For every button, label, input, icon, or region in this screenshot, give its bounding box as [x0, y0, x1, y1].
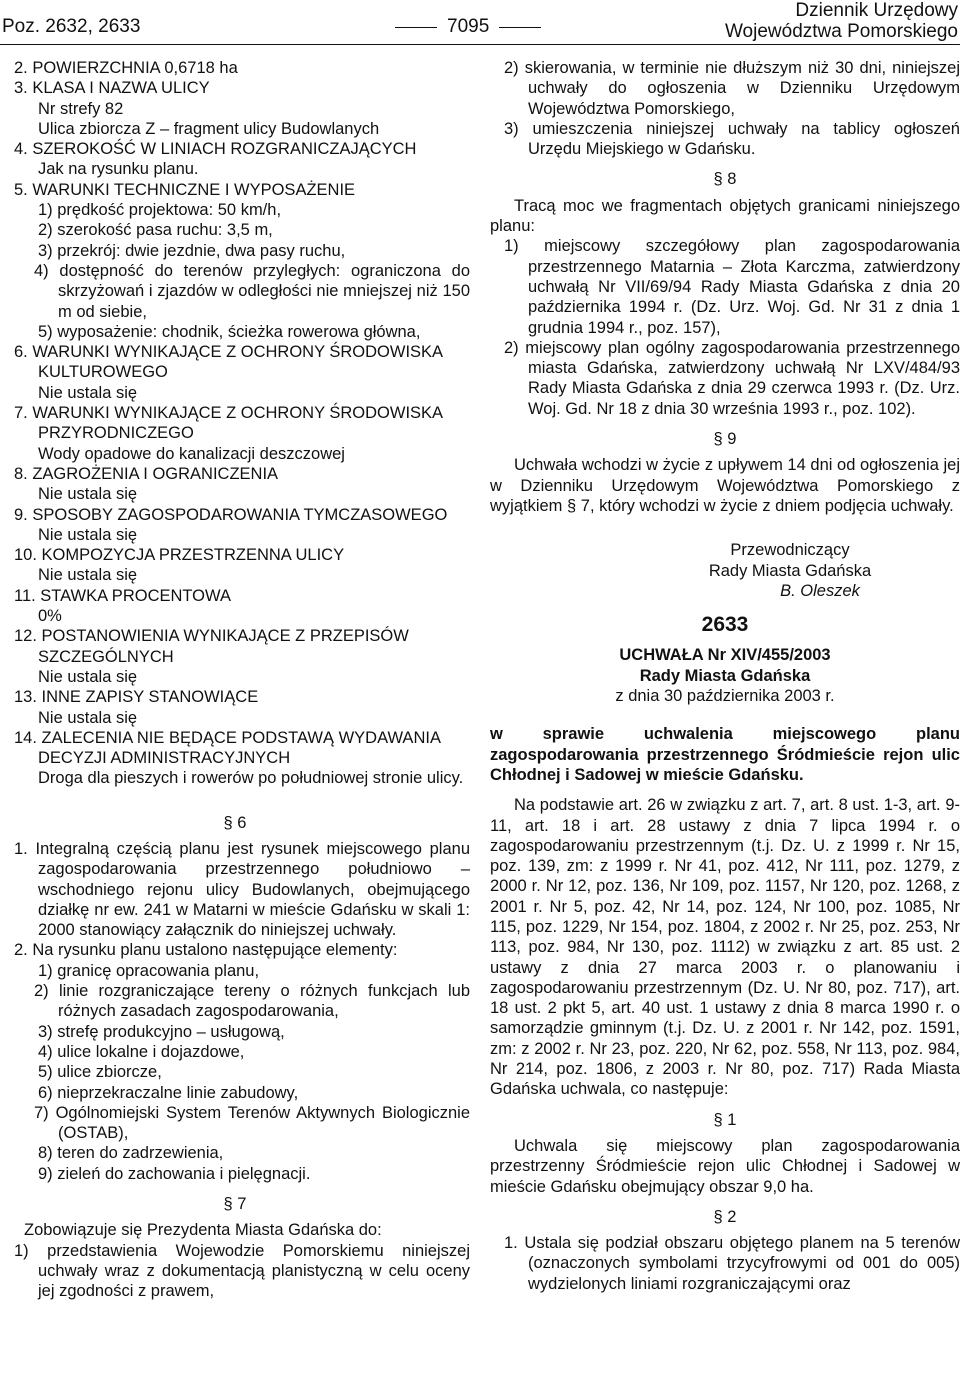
section-heading: 12. POSTANOWIENIA WYNIKAJĄCE Z PRZEPISÓW SZCZEGÓLNYCH [14, 627, 409, 666]
journal-name [725, 0, 958, 42]
header-rule [0, 44, 960, 45]
section-heading: 13. INNE ZAPISY STANOWIĄCE [14, 688, 259, 707]
text-line: 2) szerokość pasa ruchu: 3,5 m, [38, 221, 273, 240]
section-heading: 10. KOMPOZYCJA PRZESTRZENNA ULICY [14, 546, 345, 565]
text-paragraph: 1. Integralną częścią planu jest rysunek miejscowego planu zagospodarowania przestrzennego południowo – wschodniego rejonu ulicy Budowlanych, obejmującego działkę nr ew. 241 w Matarni w mieście Gdańsku w skali 1: 2000 stanowiący załącznik do niniejszej uchwały. [14, 839, 470, 940]
text-paragraph: Uchwała wchodzi w życie z upływem 14 dni od ogłoszenia jej w Dzienniku Urzędowym Województwa Pomorskiego z wyjątkiem § 7, który wchodzi w życie z dniem podjęcia uchwały. [490, 456, 960, 515]
list-item: 9) zieleń do zachowania i pielęgnacji. [38, 1164, 311, 1183]
text-line: Nie ustala się [38, 383, 138, 402]
list-item: 2) linie rozgraniczające tereny o różnych funkcjach lub różnych zasadach zagospodarowania, [34, 982, 470, 1021]
text-line: 4. SZEROKOŚĆ W LINIACH ROZGRANICZAJĄCYCH [14, 140, 417, 159]
journal-name-line2: Województwa Pomorskiego [724, 21, 958, 42]
list-item: 3) umieszczenia niniejszej uchwały na tablicy ogłoszeń Urzędu Miejskiego w Gdańsku. [504, 119, 960, 159]
text-line: Nie ustala się [38, 485, 138, 504]
page-number-text: 7095 [447, 16, 490, 37]
section-heading: 7. WARUNKI WYNIKAJĄCE Z OCHRONY ŚRODOWISKA PRZYRODNICZEGO [14, 404, 443, 443]
list-item: 4) ulice lokalne i dojazdowe, [38, 1042, 245, 1061]
section-heading: 14. ZALECENIA NIE BĘDĄCE PODSTAWĄ WYDAWANIA DECYZJI ADMINISTRACYJNYCH [14, 728, 441, 768]
text-paragraph: 1. Ustala się podział obszaru objętego planem na 5 terenów (oznaczonych symbolami trzycyfrowymi od 001 do 005) wydzielonych liniami rozgraniczającymi oraz [504, 1234, 960, 1293]
section-heading: 8. ZAGROŻENIA I OGRANICZENIA [14, 464, 279, 483]
page-number [385, 16, 551, 38]
legal-basis: Na podstawie art. 26 w związku z art. 7, art. 8 ust. 1-3, art. 9-11, art. 18 i art. 28 ustawy z dnia 7 lipca 1994 r. o zagospodarowaniu przestrzennym (t.j. Dz. U. z 1999 r. Nr 15, poz. 139, zm: z 1999 r. Nr 41, poz. 412, Nr 111, poz. 1279, z 2000 r. Nr 12, poz. 136, Nr 109, poz. 1157, Nr 120, poz. 1268, z 2001 r. Nr 5, poz. 42, Nr 14, poz. 124, Nr 100, poz. 1085, Nr 115, poz. 1229, Nr 154, poz. 1804, z 2002 r. Nr 25, poz. 253, Nr 113, poz. 984, Nr 130, poz. 1112) w związku z art. 85 ust. 2 ustawy z dnia 27 marca 2003 r. o planowaniu i zagospodarowaniu przestrzennym (Dz. U. Nr 80, poz. 717), art. 18 ust. 2 pkt 5, art. 40 ust. 1 ustawy z dnia 8 marca 1990 r. o samorządzie gminnym (t.j. Dz. U. z 2001 r. Nr 142, poz. 1591, zm: z 2002 r. Nr 23, poz. 220, Nr 62, poz. 558, Nr 113, poz. 984, Nr 214, poz. 1806, z 2003 r. Nr 80, poz. 717) Rada Miasta Gdańska uchwala, co następuje: [490, 796, 960, 1099]
list-item: 6) nieprzekraczalne linie zabudowy, [38, 1083, 299, 1102]
document-number: 2633 [701, 613, 749, 637]
paragraph-sign-9: § 9 [713, 430, 737, 449]
resolution-council: Rady Miasta Gdańska [639, 666, 811, 685]
list-item: 5) ulice zbiorcze, [38, 1063, 162, 1082]
page-header [0, 0, 960, 42]
list-item: 1) granicę opracowania planu, [38, 961, 260, 980]
list-item: 8) teren do zadrzewienia, [38, 1144, 224, 1163]
left-column [0, 58, 470, 1302]
text-line: Nr strefy 82 [38, 99, 124, 118]
list-item: 2) miejscowy plan ogólny zagospodarowania przestrzennego miasta Gdańska, zatwierdzony uchwałą Nr LXV/484/93 Rady Miasta Gdańska z dnia 29 czerwca 1993 r. (Dz. Urz. Woj. Gd. Nr 18 z dnia 30 września 1993 r., poz. 102). [504, 338, 960, 418]
list-item: 1) przedstawienia Wojewodzie Pomorskiemu niniejszej uchwały wraz z dokumentacją planistyczną w celu oceny jej zgodności z prawem, [14, 1241, 470, 1301]
resolution-date: z dnia 30 października 2003 r. [615, 687, 835, 706]
dash-right [499, 27, 541, 28]
text-paragraph: 2. Na rysunku planu ustalono następujące elementy: [14, 941, 398, 960]
text-line: Nie ustala się [38, 566, 138, 585]
text-line: Nie ustala się [38, 667, 138, 686]
text-line: Nie ustala się [38, 708, 138, 727]
list-item: 7) Ogólnomiejski System Terenów Aktywnych Biologicznie (OSTAB), [34, 1103, 470, 1143]
text-line: Wody opadowe do kanalizacji deszczowej [38, 444, 345, 463]
paragraph-sign-8: § 8 [713, 170, 737, 189]
text-line: Nie ustala się [38, 525, 138, 544]
section-heading: 6. WARUNKI WYNIKAJĄCE Z OCHRONY ŚRODOWISKA KULTUROWEGO [14, 343, 443, 382]
text-line: 1) prędkość projektowa: 50 km/h, [38, 201, 282, 220]
section-heading: 11. STAWKA PROCENTOWA [14, 586, 231, 605]
text-paragraph: Tracą moc we fragmentach objętych granicami niniejszego planu: [490, 196, 960, 236]
resolution-subject: w sprawie uchwalenia miejscowego planu zagospodarowania przestrzennego Śródmieście rejon ulic Chłodnej i Sadowej w mieście Gdańsku. [490, 725, 960, 784]
text-line: 0% [38, 607, 62, 626]
dash-left [395, 27, 437, 28]
list-item: 1) miejscowy szczegółowy plan zagospodarowania przestrzennego Matarnia – Złota Karczma, zatwierdzony uchwałą Nr VII/69/94 Rady Miasta Gdańska z dnia 20 października 1994 r. (Dz. Urz. Woj. Gd. Nr 31 z dnia 1 grudnia 1994 r., poz. 157), [504, 237, 960, 337]
signature-role: Przewodniczący [730, 541, 850, 560]
text-paragraph: Droga dla pieszych i rowerów po południowej stronie ulicy. [38, 769, 464, 788]
text-paragraph: Uchwala się miejscowy plan zagospodarowania przestrzenny Śródmieście rejon ulic Chłodnej i Sadowej w mieście Gdańsku obejmujący obszar 9,0 ha. [490, 1136, 960, 1196]
list-item: 3) strefę produkcyjno – usługową, [38, 1022, 285, 1041]
text-line: 3. KLASA I NAZWA ULICY [14, 79, 210, 98]
text-paragraph: 4) dostępność do terenów przyległych: ograniczona do skrzyżowań i zjazdów w odległości nie mniejszej niż 150 m od siebie, [34, 261, 470, 321]
signature-council: Rady Miasta Gdańska [708, 561, 872, 580]
text-line: Ulica zbiorcza Z – fragment ulicy Budowlanych [38, 119, 380, 138]
position-number: Poz. 2632, 2633 [2, 16, 141, 37]
paragraph-sign-7: § 7 [223, 1195, 247, 1214]
paragraph-sign-6: § 6 [223, 813, 247, 832]
text-line: 5) wyposażenie: chodnik, ścieżka rowerowa główna, [38, 322, 421, 341]
list-item: 2) skierowania, w terminie nie dłuższym niż 30 dni, niniejszej uchwały do ogłoszenia w Dzienniku Urzędowym Województwa Pomorskiego, [504, 59, 960, 118]
section-heading: 9. SPOSOBY ZAGOSPODAROWANIA TYMCZASOWEGO [14, 505, 448, 524]
paragraph-sign-2: § 2 [713, 1207, 737, 1226]
signature-name: B. Oleszek [780, 581, 860, 600]
journal-name-line1: Dziennik Urzędowy [795, 0, 958, 21]
resolution-title: UCHWAŁA Nr XIV/455/2003 [619, 646, 831, 665]
paragraph-sign-1: § 1 [713, 1110, 737, 1129]
text-line: 5. WARUNKI TECHNICZNE I WYPOSAŻENIE [14, 180, 356, 199]
right-column [490, 58, 960, 1294]
text-line: 2. POWIERZCHNIA 0,6718 ha [14, 59, 238, 77]
text-line: 3) przekrój: dwie jezdnie, dwa pasy ruchu, [38, 241, 346, 260]
text-paragraph: Zobowiązuje się Prezydenta Miasta Gdańska do: [24, 1221, 382, 1240]
text-line: Jak na rysunku planu. [38, 160, 199, 179]
signature-block [490, 540, 920, 601]
